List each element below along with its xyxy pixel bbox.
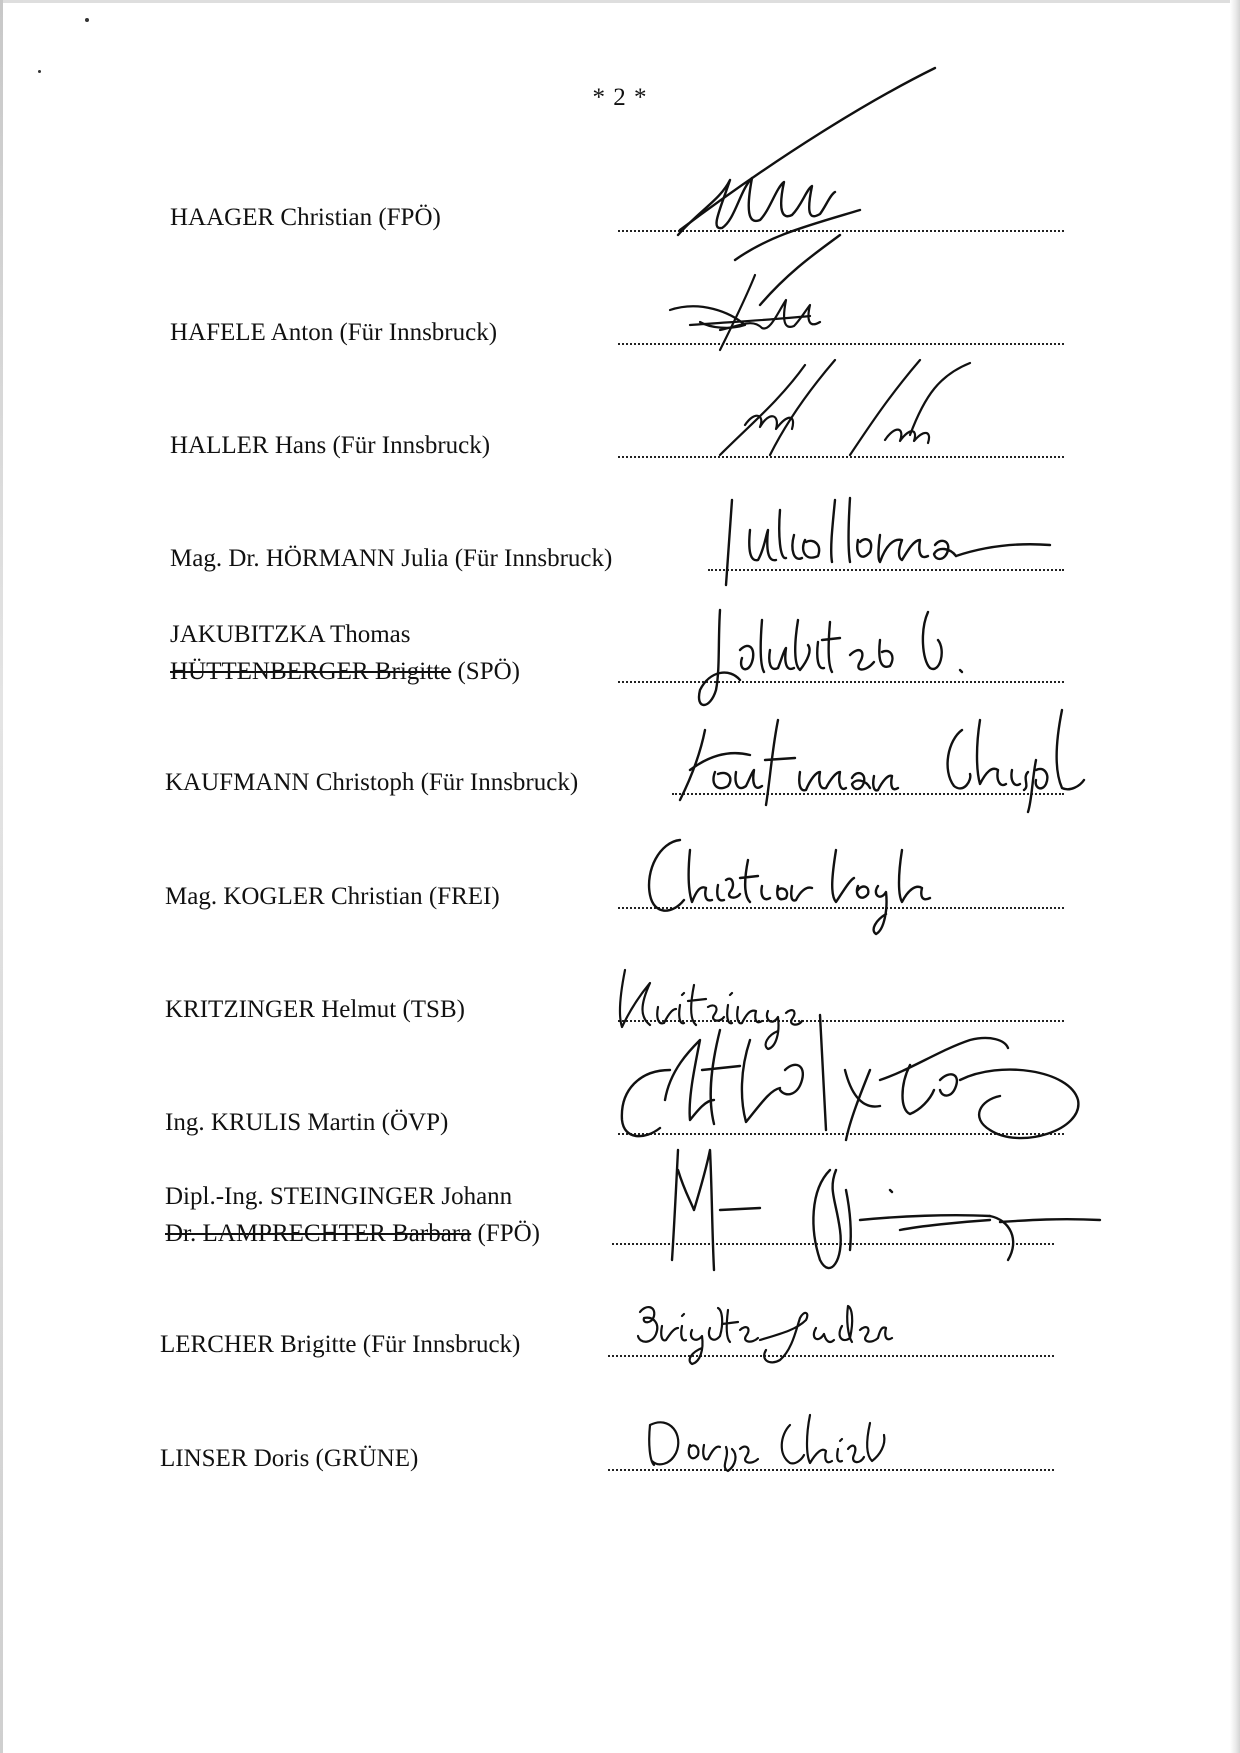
signatory-name: KRITZINGER Helmut (TSB) <box>165 996 465 1023</box>
struck-name: Dr. LAMPRECHTER Barbara <box>165 1220 472 1247</box>
signatory-name-line1: Dipl.-Ing. STEINGINGER Johann <box>165 1183 513 1210</box>
signatory-name-line2 <box>165 1215 540 1252</box>
signature <box>710 490 1060 590</box>
struck-name: HÜTTENBERGER Brigitte <box>170 658 452 685</box>
signature <box>640 830 940 940</box>
signature <box>710 355 980 465</box>
signatory-name-line1: JAKUBITZKA Thomas <box>170 621 411 648</box>
signatory-name: HAFELE Anton (Für Innsbruck) <box>170 319 498 346</box>
scan-edge-top <box>0 0 1240 3</box>
signatory-name: LINSER Doris (GRÜNE) <box>160 1445 419 1472</box>
scan-edge-left <box>0 0 3 1753</box>
signature <box>660 1130 1110 1290</box>
scan-edge-right <box>1230 0 1240 1753</box>
page-number: * 2 * <box>592 84 648 111</box>
signatory-name: HAAGER Christian (FPÖ) <box>170 204 441 231</box>
signatory-name <box>165 1178 540 1252</box>
signature <box>670 700 1110 820</box>
signatory-name: LERCHER Brigitte (Für Innsbruck) <box>160 1331 521 1358</box>
party-suffix: (SPÖ) <box>451 658 520 685</box>
signature <box>640 1405 900 1485</box>
signatory-name: KAUFMANN Christoph (Für Innsbruck) <box>165 769 579 796</box>
signatory-name <box>170 616 520 690</box>
signatory-name: Mag. KOGLER Christian (FREI) <box>165 883 500 910</box>
signatory-name: Mag. Dr. HÖRMANN Julia (Für Innsbruck) <box>170 545 613 572</box>
scan-speck <box>85 18 89 22</box>
signature <box>660 60 940 270</box>
scan-speck <box>38 70 41 73</box>
signatory-name: HALLER Hans (Für Innsbruck) <box>170 432 491 459</box>
signatory-name: Ing. KRULIS Martin (ÖVP) <box>165 1109 449 1136</box>
party-suffix: (FPÖ) <box>471 1220 540 1247</box>
signature <box>620 1290 940 1390</box>
signatory-name-line2 <box>170 653 520 690</box>
signature <box>660 270 880 360</box>
